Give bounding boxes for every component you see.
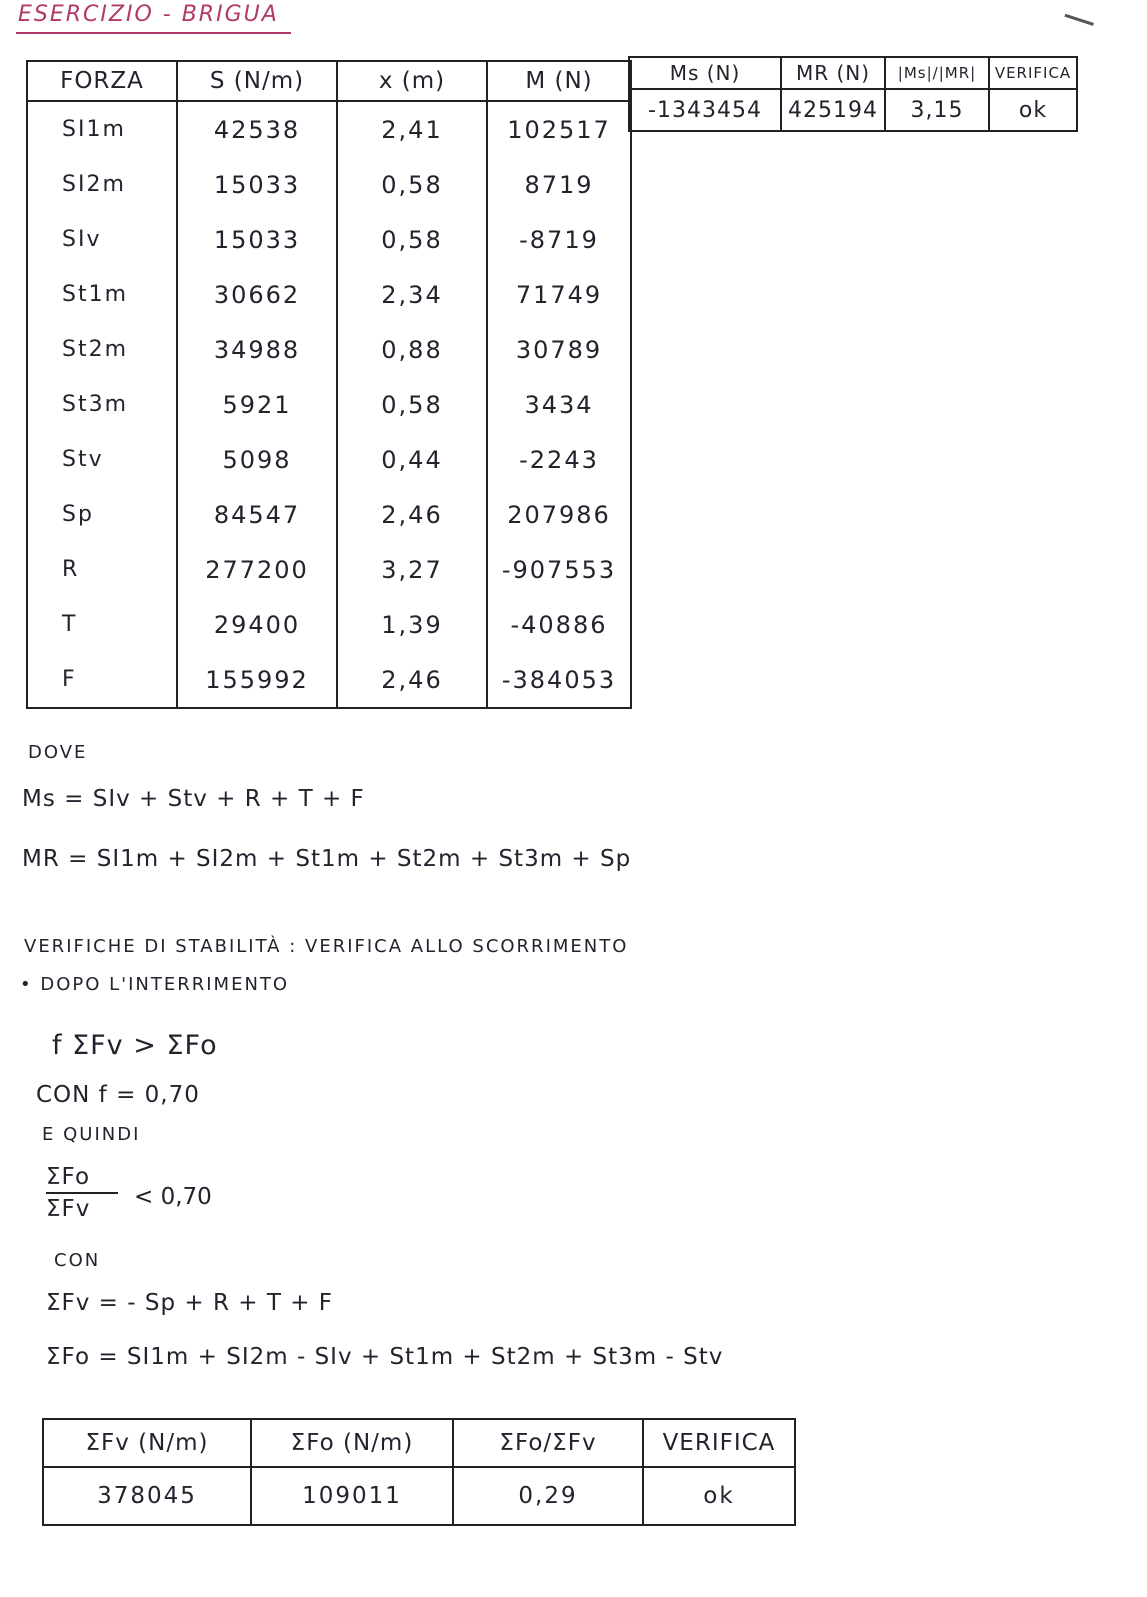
title-underline (16, 32, 291, 34)
con-label: CON (54, 1250, 101, 1271)
cell-force: St1m (27, 267, 177, 322)
cell-force: T (27, 597, 177, 652)
table-row (27, 487, 631, 542)
cell-s: 277200 (177, 542, 337, 597)
cell-force: SIv (27, 212, 177, 267)
cell-m: -40886 (487, 597, 631, 652)
con-f: CON f = 0,70 (36, 1082, 200, 1108)
cell-mr: 425194 (781, 89, 885, 131)
cell-x: 3,27 (337, 542, 487, 597)
fraction-numerator: ΣFo (46, 1164, 91, 1190)
cell-force: Sp (27, 487, 177, 542)
table-row (27, 432, 631, 487)
cell-s: 29400 (177, 597, 337, 652)
table-row (27, 377, 631, 432)
header-verifica: VERIFICA (989, 57, 1077, 89)
page-title: ESERCIZIO - BRIGUA (18, 2, 279, 27)
table-row (27, 322, 631, 377)
cell-x: 2,34 (337, 267, 487, 322)
cell-force: St3m (27, 377, 177, 432)
table-row (27, 101, 631, 157)
dopo-interrimento: • DOPO L'INTERRIMENTO (20, 974, 290, 995)
sum-table (42, 1418, 796, 1526)
e-quindi: E QUINDI (42, 1124, 141, 1145)
dove-label: DOVE (28, 742, 88, 763)
cell-sum-fo: 109011 (251, 1467, 453, 1525)
cell-x: 0,58 (337, 212, 487, 267)
cell-m: 71749 (487, 267, 631, 322)
sum-fv-formula: ΣFv = - Sp + R + T + F (46, 1290, 334, 1316)
cell-verifica: ok (989, 89, 1077, 131)
fraction-rest: < 0,70 (134, 1184, 212, 1210)
table-row (27, 597, 631, 652)
cell-m: -907553 (487, 542, 631, 597)
cell-m: 8719 (487, 157, 631, 212)
fraction-denominator: ΣFv (46, 1196, 91, 1222)
sum-fo-formula: ΣFo = SI1m + SI2m - SIv + St1m + St2m + St3m - Stv (46, 1344, 724, 1370)
header-ratio: |Ms|/|MR| (885, 57, 989, 89)
cell-force: F (27, 652, 177, 708)
header-m: M (N) (487, 61, 631, 101)
verifica-heading: VERIFICHE DI STABILITÀ : VERIFICA ALLO SCORRIMENTO (24, 936, 629, 957)
cell-s: 42538 (177, 101, 337, 157)
cell-s: 30662 (177, 267, 337, 322)
cell-x: 0,44 (337, 432, 487, 487)
mr-formula: MR = SI1m + SI2m + St1m + St2m + St3m + Sp (22, 846, 632, 872)
header-s: S (N/m) (177, 61, 337, 101)
cell-x: 2,41 (337, 101, 487, 157)
table-row (27, 157, 631, 212)
table-row (27, 212, 631, 267)
cell-ms: -1343454 (629, 89, 781, 131)
inequality: f ΣFv > ΣFo (52, 1030, 218, 1061)
cell-force: SI2m (27, 157, 177, 212)
forces-table-header (27, 61, 631, 101)
header-verifica: VERIFICA (643, 1419, 795, 1467)
fraction-bar (46, 1192, 118, 1194)
cell-s: 84547 (177, 487, 337, 542)
cell-x: 0,58 (337, 157, 487, 212)
header-forza: FORZA (27, 61, 177, 101)
fraction (46, 1164, 118, 1222)
table-row (27, 652, 631, 708)
cell-s: 155992 (177, 652, 337, 708)
cell-s: 15033 (177, 212, 337, 267)
cell-m: -2243 (487, 432, 631, 487)
cell-sum-fv: 378045 (43, 1467, 251, 1525)
forces-table (26, 60, 632, 709)
cell-ratio: 3,15 (885, 89, 989, 131)
cell-x: 0,88 (337, 322, 487, 377)
cell-s: 34988 (177, 322, 337, 377)
cell-s: 15033 (177, 157, 337, 212)
cell-s: 5921 (177, 377, 337, 432)
header-sum-fo: ΣFo (N/m) (251, 1419, 453, 1467)
cell-m: 3434 (487, 377, 631, 432)
header-x: x (m) (337, 61, 487, 101)
cell-m: 207986 (487, 487, 631, 542)
cell-x: 0,58 (337, 377, 487, 432)
cell-s: 5098 (177, 432, 337, 487)
table-row (629, 89, 1077, 131)
header-fo-fv-ratio: ΣFo/ΣFv (453, 1419, 643, 1467)
cell-force: SI1m (27, 101, 177, 157)
cell-force: St2m (27, 322, 177, 377)
ms-formula: Ms = SIv + Stv + R + T + F (22, 786, 365, 812)
cell-fo-fv-ratio: 0,29 (453, 1467, 643, 1525)
header-mr: MR (N) (781, 57, 885, 89)
header-ms: Ms (N) (629, 57, 781, 89)
ratio-table-header (629, 57, 1077, 89)
sum-table-header (43, 1419, 795, 1467)
cell-x: 2,46 (337, 487, 487, 542)
cell-m: -384053 (487, 652, 631, 708)
table-row (27, 542, 631, 597)
cell-x: 2,46 (337, 652, 487, 708)
header-sum-fv: ΣFv (N/m) (43, 1419, 251, 1467)
table-row (43, 1467, 795, 1525)
cell-verifica: ok (643, 1467, 795, 1525)
cell-x: 1,39 (337, 597, 487, 652)
cell-force: R (27, 542, 177, 597)
cell-m: -8719 (487, 212, 631, 267)
cell-m: 30789 (487, 322, 631, 377)
table-row (27, 267, 631, 322)
corner-mark (1060, 14, 1094, 39)
cell-force: Stv (27, 432, 177, 487)
moment-ratio-table (628, 56, 1078, 132)
cell-m: 102517 (487, 101, 631, 157)
